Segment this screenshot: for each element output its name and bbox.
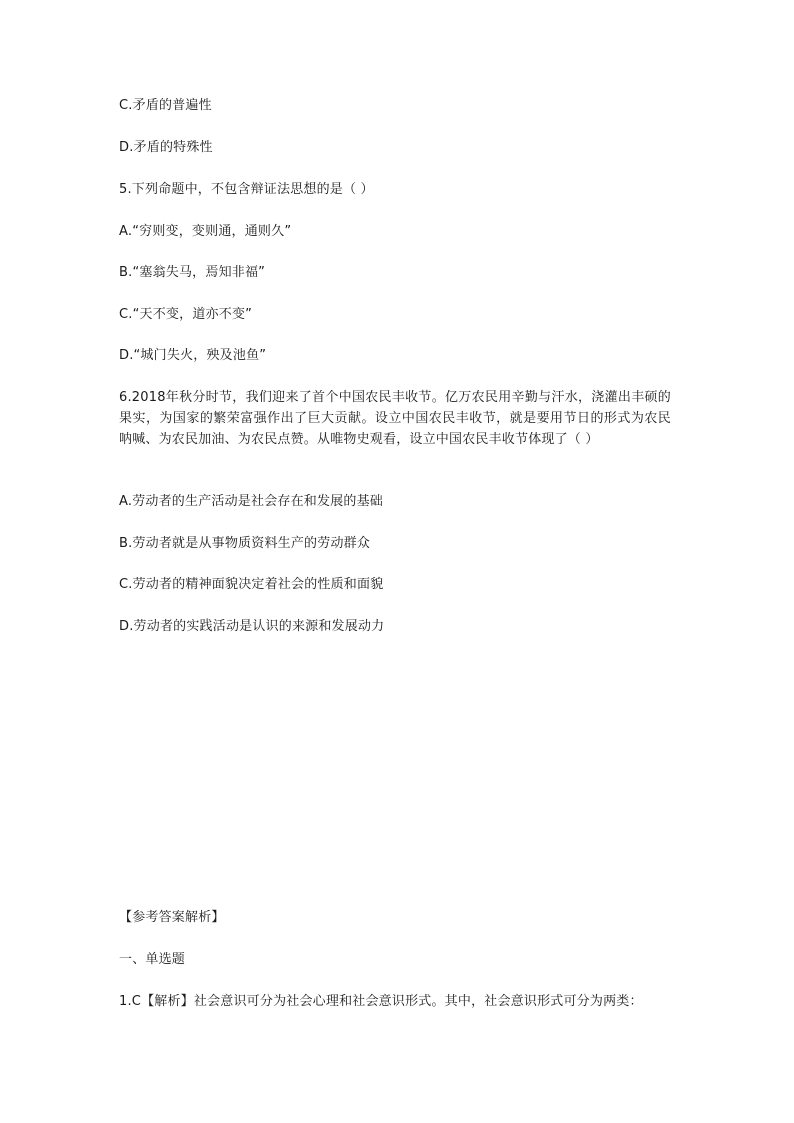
answer-1: 1.C【解析】社会意识可分为社会心理和社会意识形式。其中，社会意识形式可分为两类： bbox=[119, 994, 643, 1009]
q5-option-a: A.“穷则变，变则通，通则久” bbox=[119, 224, 292, 239]
q6-option-a: A.劳动者的生产活动是社会存在和发展的基础 bbox=[119, 494, 383, 509]
answers-title: 【参考答案解析】 bbox=[119, 910, 225, 925]
q6-option-b: B.劳动者就是从事物质资料生产的劳动群众 bbox=[119, 536, 371, 551]
q4-option-d: D.矛盾的特殊性 bbox=[119, 140, 213, 155]
q4-option-c: C.矛盾的普遍性 bbox=[119, 98, 212, 113]
q6-stem: 6.2018年秋分时节，我们迎来了首个中国农民丰收节。亿万农民用辛勤与汗水，浇灌出丰硕的果实，为国家的繁荣富强作出了巨大贡献。设立中国农民丰收节，就是要用节日的形式为农民呐喊、为农民加油、为农民点赞。从唯物史观看，设立中国农民丰收节体现了（ ） bbox=[119, 390, 671, 447]
q5-option-d: D.“城门失火，殃及池鱼” bbox=[119, 348, 267, 363]
q5-option-b: B.“塞翁失马，焉知非福” bbox=[119, 265, 266, 280]
q6-option-d: D.劳动者的实践活动是认识的来源和发展动力 bbox=[119, 619, 385, 634]
section-heading-single-choice: 一、单选题 bbox=[119, 952, 186, 967]
q6-option-c: C.劳动者的精神面貌决定着社会的性质和面貌 bbox=[119, 577, 384, 592]
q5-option-c: C.“天不变，道亦不变” bbox=[119, 307, 253, 322]
q5-stem: 5.下列命题中，不包含辩证法思想的是（ ） bbox=[119, 182, 374, 197]
